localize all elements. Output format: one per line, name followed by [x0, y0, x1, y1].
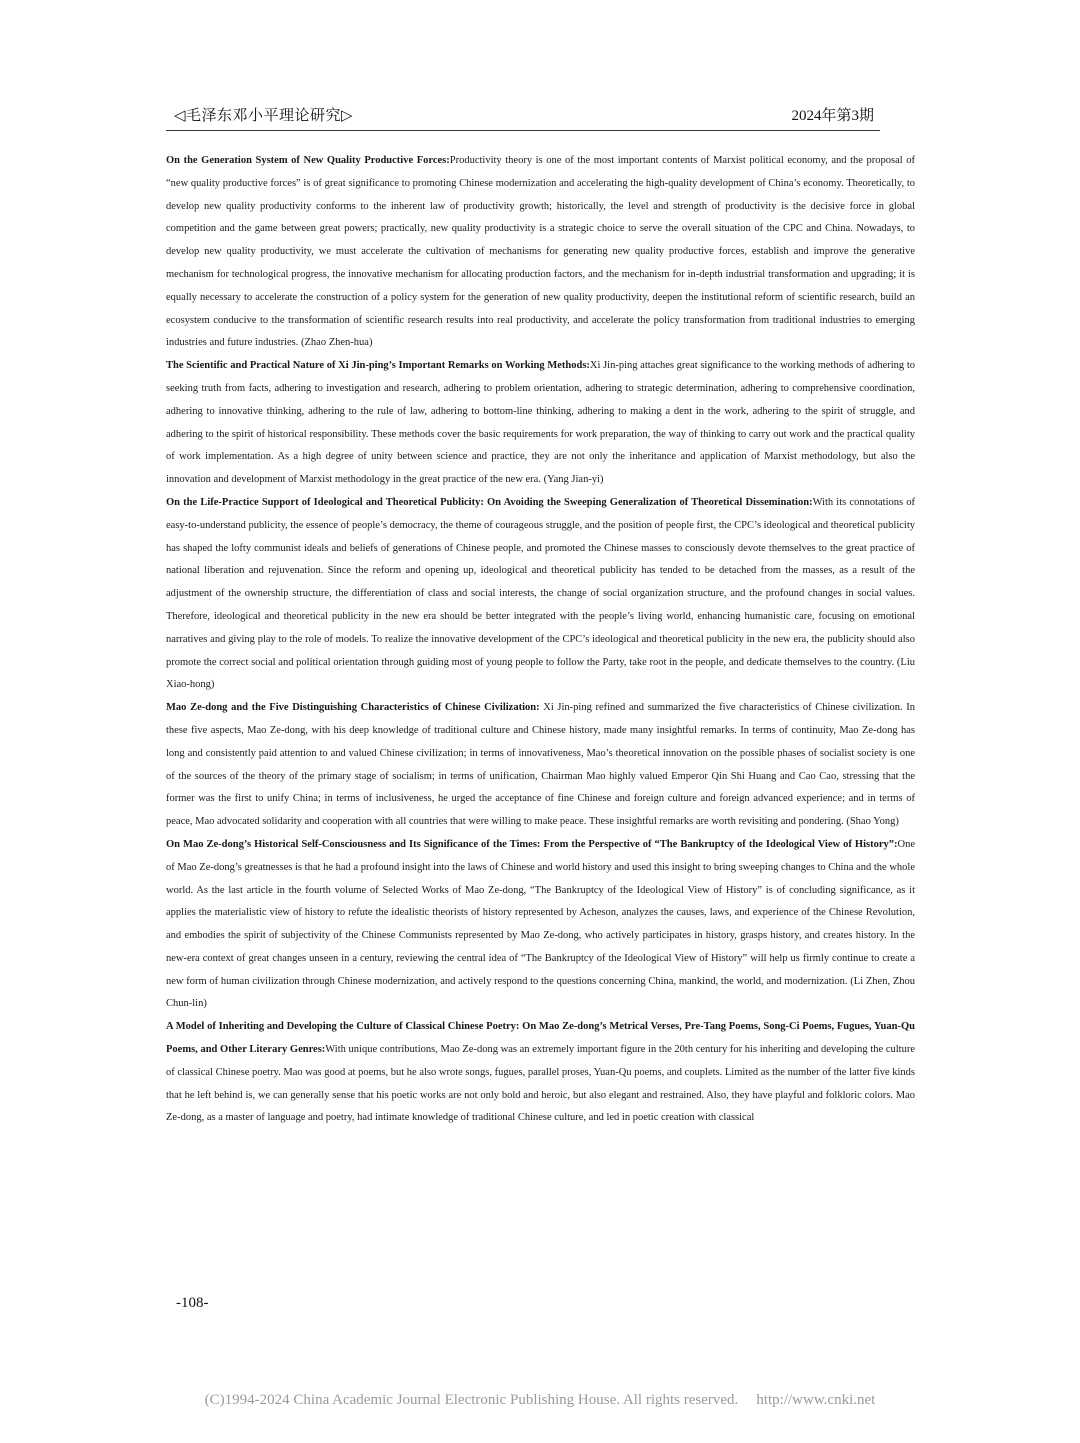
- page-number: -108-: [176, 1295, 209, 1311]
- abstracts-column: [166, 150, 915, 1310]
- abstract-body: With unique contributions, Mao Ze-dong was an extremely important figure in the 20th century for his inheriting and developing the culture of classical Chinese poetry. Mao was good at poems, but he also wrote songs, fugues, parallel proses, Yuan-Qu poems, and couplets. Limited as the number of the latter five kinds that he left behind is, we can generally sense that his poetic works are not only bold and heroic, but also elegant and restrained. Also, they have playful and folkloric colors. Mao Ze-dong, as a master of language and poetry, had intimate knowledge of traditional Chinese culture, and led in poetic creation with classical: [166, 1044, 915, 1124]
- abstract-body: With its connotations of easy-to-understand publicity, the essence of people’s democracy, the theme of courageous struggle, and the position of people first, the CPC’s ideological and theoretical publicity has shaped the lofty communist ideals and beliefs of generations of Chinese people, and promoted the Chinese masses to consciously devote themselves to the great practice of national liberation and rejuvenation. Since the reform and opening up, ideological and theoretical publicity has tended to be detached from the masses, as a result of the adjustment of the ownership structure, the differentiation of class and social interests, the change of social organization structure, and the profound changes in social values. Therefore, ideological and theoretical publicity in the new era should be better integrated with the people’s living world, enhancing humanistic care, focusing on emotional narratives and giving play to the role of models. To realize the innovative development of the CPC’s ideological and theoretical publicity in the new era, the publicity should also promote the correct social and political orientation through guiding most of young people to follow the Party, take root in the people, and dedicate themselves to the country. (Liu Xiao-hong): [166, 496, 915, 691]
- abstract-entry: [166, 492, 915, 697]
- running-header: [174, 104, 874, 126]
- abstract-body: Productivity theory is one of the most important contents of Marxist political economy, and the proposal of “new quality productive forces” is of great significance to promoting Chinese modernization and accelerating the high-quality development of China’s economy. Theoretically, to develop new quality productivity conforms to the inherent law of productivity growth; historically, the level and strength of productivity is the decisive force in global competition and the game between great powers; practically, new quality productivity is a strategic choice to serve the overall situation of the CPC and China. Nowadays, to develop new quality productivity, we must accelerate the cultivation of mechanisms for generating new quality productive forces, establish and improve the generative mechanism for technological progress, the innovative mechanism for allocating production factors, and the mechanism for in-depth industrial transformation and upgrading; it is equally necessary to accelerate the construction of a policy system for the generation of new quality productivity, deepen the institutional reform of scientific research, build an ecosystem conducive to the transformation of scientific research results into real productivity, and accelerate the policy transformation from traditional industries to emerging industries and future industries. (Zhao Zhen-hua): [166, 155, 915, 349]
- abstract-title: Mao Ze-dong and the Five Distinguishing Characteristics of Chinese Civilization:: [166, 702, 540, 714]
- abstract-body: Xi Jin-ping refined and summarized the five characteristics of Chinese civilization. In these five aspects, Mao Ze-dong, with his deep knowledge of traditional culture and Chinese history, made many insightful remarks. In terms of continuity, Mao Ze-dong has long and consistently paid attention to and valued Chinese civilization; in terms of innovativeness, Mao’s theoretical innovation on the possible phases of socialist society is one of the sources of the theory of the primary stage of socialism; in terms of unification, Chairman Mao highly valued Emperor Qin Shi Huang and Cao Cao, stressing that the former was the first to unify China; in terms of inclusiveness, he urged the acceptance of fine Chinese and foreign culture and foreign advanced experience; and in terms of peace, Mao advocated solidarity and cooperation with all countries that were willing to make peace. These insightful remarks are worth revisiting and pondering. (Shao Yong): [166, 702, 915, 828]
- abstract-title: A Model of Inheriting and Developing the Culture of Classical Chinese Poetry: On Mao Ze-dong’s Metrical Verses, Pre-Tang Poems, Song-Ci Poems, Fugues, Yuan-Qu Poems, and Other Literary Genres:: [166, 1021, 915, 1056]
- abstract-entry: [166, 697, 915, 834]
- journal-name: ◁毛泽东邓小平理论研究▷: [174, 108, 354, 124]
- issue-label: 2024年第3期: [791, 108, 874, 124]
- copyright-text: (C)1994-2024 China Academic Journal Electronic Publishing House. All rights reserved.: [204, 1392, 739, 1408]
- abstract-entry: [166, 834, 915, 1016]
- abstract-title: On Mao Ze-dong’s Historical Self-Consciousness and Its Significance of the Times: From the Perspective of “The Bankruptcy of the Ideological View of History”:: [166, 838, 898, 850]
- abstract-entry: [166, 150, 915, 355]
- abstract-body: One of Mao Ze-dong’s greatnesses is that he had a profound insight into the laws of Chinese and world history and used this insight to bring sweeping changes to China and the whole world. As the last article in the fourth volume of Selected Works of Mao Ze-dong, “The Bankruptcy of the Ideological View of History” is of concluding significance, as it applies the materialistic view of history to refute the idealistic theorists of history represented by Acheson, analyzes the causes, laws, and experience of the Chinese Revolution, and embodies the spirit of subjectivity of the Chinese Communists represented by Mao Ze-dong, who actively participates in history, grasps history, and creates history. In the new-era context of great changes unseen in a century, reviewing the central idea of “The Bankruptcy of the Ideological View of History” will help us firmly continue to create a new form of human civilization through Chinese modernization, and actively respond to the questions concerning China, mankind, the world, and modernization. (Li Zhen, Zhou Chun-lin): [166, 838, 915, 1010]
- footer-url: http://www.cnki.net: [756, 1392, 876, 1408]
- abstract-entry: [166, 1016, 915, 1130]
- abstract-title: The Scientific and Practical Nature of Xi Jin-ping’s Important Remarks on Working Methods:: [166, 360, 590, 372]
- header-rule: [166, 130, 880, 131]
- abstract-entry: [166, 355, 915, 492]
- abstract-body: Xi Jin-ping attaches great significance to the working methods of adhering to seeking truth from facts, adhering to investigation and research, adhering to problem orientation, adhering to strategic determination, adhering to comprehensive coordination, adhering to innovative thinking, adhering to the rule of law, adhering to bottom-line thinking, adhering to making a dent in the work, adhering to the spirit of struggle, and adhering to the spirit of historical responsibility. These methods cover the basic requirements for work preparation, the way of thinking to carry out work and the practical quality of work implementation. As a high degree of unity between science and practice, they are not only the inheritance and application of Marxist methodology, but also the innovation and development of Marxist methodology in the great practice of the new era. (Yang Jian-yi): [166, 360, 915, 486]
- abstract-title: On the Life-Practice Support of Ideological and Theoretical Publicity: On Avoiding the Sweeping Generalization of Theoretical Dissemination:: [166, 496, 813, 508]
- copyright-footer: [0, 1392, 1080, 1409]
- abstract-title: On the Generation System of New Quality Productive Forces:: [166, 155, 450, 166]
